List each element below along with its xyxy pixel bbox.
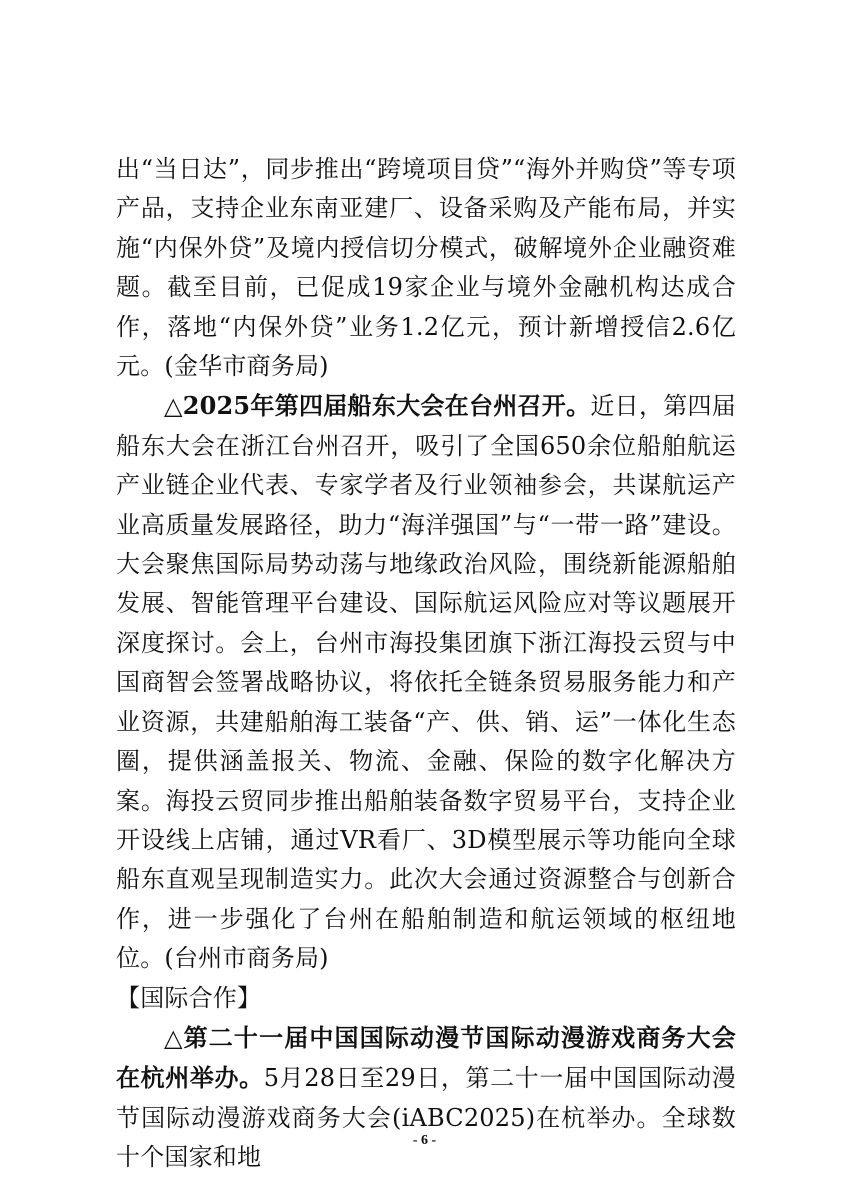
paragraph-continuation [116,150,736,386]
section-heading-international-cooperation: 【国际合作】 [116,983,262,1012]
paragraph-shipowner-conference [116,386,736,978]
paragraph-text: 出“当日达”，同步推出“跨境项目贷”“海外并购贷”等专项产品，支持企业东南亚建厂、设备采购及产能布局，并实施“内保外贷”及境内授信切分模式，破解境外企业融资难题。截至目前，已促成19家企业与境外金融机构达成合作，落地“内保外贷”业务1.2亿元，预计新增授信2.6亿元。(金华市商务局) [116,155,736,381]
paragraph-text: 5月28日至29日，第二十一届中国国际动漫节国际动漫游戏商务大会(iABC2025)在杭举办。全球数十个国家和地 [116,1064,736,1172]
document-body [116,150,736,1178]
paragraph-lead-heading: △2025年第四届船东大会在台州召开。 [164,391,591,421]
paragraph-text: 近日，第四届船东大会在浙江台州召开，吸引了全国650余位船舶航运产业链企业代表、专家学者及行业领袖参会，共谋航运产业高质量发展路径，助力“海洋强国”与“一带一路”建设。大会聚焦国际局势动荡与地缘政治风险，围绕新能源船舶发展、智能管理平台建设、国际航运风险应对等议题展开深度探讨。会上，台州市海投集团旗下浙江海投云贸与中国商智会签署战略协议，将依托全链条贸易服务能力和产业资源，共建船舶海工装备“产、供、销、运”一体化生态圈，提供涵盖报关、物流、金融、保险的数字化解决方案。海投云贸同步推出船舶装备数字贸易平台，支持企业开设线上店铺，通过VR看厂、3D模型展示等功能向全球船东直观呈现制造实力。此次大会通过资源整合与创新合作，进一步强化了台州在船舶制造和航运领域的枢纽地位。(台州市商务局) [116,392,736,973]
paragraph-lead-heading: △第二十一届中国国际动漫节国际动漫游戏商务大会在杭州举办。 [116,1022,736,1093]
page-number: - 6 - [412,1133,437,1148]
paragraph-animation-festival [116,1018,736,1178]
